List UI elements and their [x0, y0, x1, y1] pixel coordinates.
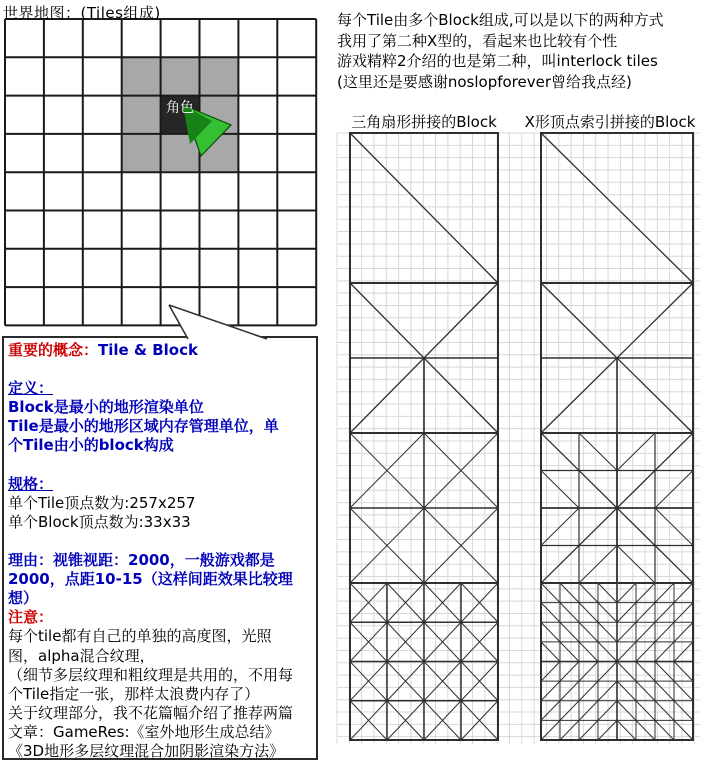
intro-paragraph	[337, 10, 664, 92]
map-title: 世界地图：(Tiles组成)	[3, 4, 161, 22]
note-segment: 个Tile由小的block构成	[8, 436, 174, 455]
note-line	[8, 436, 308, 455]
note-segment: 注意：	[8, 608, 54, 627]
column-label-xvertex: X形顶点索引拼接的Block	[524, 113, 696, 131]
note-segment: 单个Block顶点数为:33x33	[8, 512, 191, 531]
note-segment: 《3D地形多层纹理混合加阴影渲染方法》	[8, 741, 285, 759]
note-box-text	[2, 339, 314, 759]
character-label: 角色	[166, 100, 194, 116]
note-line	[8, 666, 308, 685]
note-line	[8, 627, 308, 646]
note-segment: Block是最小的地形渲染单位	[8, 398, 204, 417]
note-line	[8, 647, 308, 666]
callout-tail	[169, 305, 267, 339]
intro-line: (这里还是要感谢noslopforever曾给我点经)	[337, 72, 632, 91]
note-line	[8, 379, 308, 398]
note-segment: 图，alpha混合纹理，	[8, 646, 155, 665]
column-label-fan: 三角扇形拼接的Block	[351, 113, 497, 131]
note-segment: Tile & Block	[98, 341, 198, 359]
note-line	[8, 704, 308, 723]
note-segment: 重要的概念：	[8, 341, 99, 359]
note-segment: 定义：	[8, 379, 54, 398]
note-segment: 想）	[8, 589, 39, 608]
note-segment: Tile是最小的地形区域内存管理单位，单	[8, 417, 279, 436]
world-map-grid	[5, 19, 316, 325]
note-line	[8, 551, 308, 570]
note-segment: 关于纹理部分，我不花篇幅介绍了推荐两篇	[8, 703, 294, 722]
note-line	[8, 570, 308, 589]
note-line	[8, 341, 308, 360]
note-line	[8, 398, 308, 417]
column-fan	[350, 133, 498, 740]
note-line	[8, 417, 308, 436]
note-line	[8, 456, 308, 475]
note-segment: 规格：	[8, 474, 54, 493]
note-segment: 每个tile都有自己的单独的高度图，光照	[8, 627, 272, 646]
note-line	[8, 685, 308, 704]
note-line	[8, 723, 308, 742]
note-line	[8, 494, 308, 513]
intro-line: 我用了第二种X型的，看起来也比较有个性	[337, 31, 618, 50]
note-line	[8, 475, 308, 494]
note-segment: 文章：GameRes:《室外地形生成总结》	[8, 722, 280, 741]
note-segment: 理由：视锥视距：2000，一般游戏都是	[8, 551, 275, 570]
note-segment: 2000，点距10-15（这样间距效果比较理	[8, 570, 293, 589]
column-xvertex	[541, 133, 693, 740]
note-line	[8, 608, 308, 627]
note-segment: （细节多层纹理和粗纹理是共用的，不用每	[8, 665, 294, 684]
note-segment: 个Tile指定一张，那样太浪费内存了）	[8, 684, 260, 703]
note-line	[8, 589, 308, 608]
note-segment: 单个Tile顶点数为:257x257	[8, 493, 196, 512]
intro-line: 每个Tile由多个Block组成,可以是以下的两种方式	[337, 11, 664, 29]
note-line	[8, 360, 308, 379]
note-line	[8, 742, 308, 759]
intro-line: 游戏精粹2介绍的也是第二种，叫interlock tiles	[337, 52, 658, 70]
note-line	[8, 513, 308, 532]
note-line	[8, 532, 308, 551]
